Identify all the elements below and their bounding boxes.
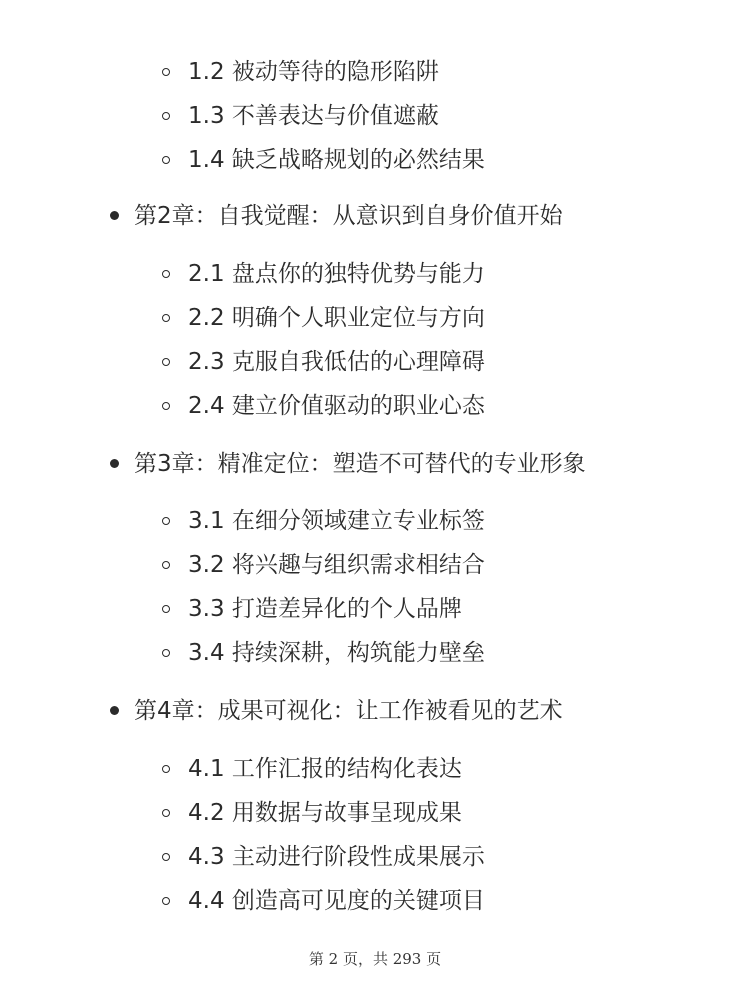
toc-chapter: 第4章：成果可视化：让工作被看见的艺术 bbox=[134, 698, 563, 724]
filled-bullet-icon bbox=[110, 211, 119, 220]
filled-bullet-icon bbox=[110, 706, 119, 715]
page-number-footer: 第 2 页，共 293 页 bbox=[308, 950, 442, 968]
toc-subsection: 4.3 主动进行阶段性成果展示 bbox=[188, 844, 485, 870]
toc-subsection: 1.2 被动等待的隐形陷阱 bbox=[188, 59, 439, 85]
toc-chapter: 第2章：自我觉醒：从意识到自身价值开始 bbox=[134, 203, 563, 229]
toc-subsection: 2.2 明确个人职业定位与方向 bbox=[188, 305, 485, 331]
toc-subsection: 1.4 缺乏战略规划的必然结果 bbox=[188, 147, 485, 173]
hollow-bullet-icon bbox=[162, 517, 170, 525]
toc-subsection: 4.2 用数据与故事呈现成果 bbox=[188, 800, 462, 826]
toc-chapter: 第3章：精准定位：塑造不可替代的专业形象 bbox=[134, 451, 586, 477]
hollow-bullet-icon bbox=[162, 358, 170, 366]
hollow-bullet-icon bbox=[162, 809, 170, 817]
toc-subsection: 2.4 建立价值驱动的职业心态 bbox=[188, 393, 485, 419]
hollow-bullet-icon bbox=[162, 897, 170, 905]
hollow-bullet-icon bbox=[162, 402, 170, 410]
hollow-bullet-icon bbox=[162, 156, 170, 164]
toc-subsection: 2.3 克服自我低估的心理障碍 bbox=[188, 349, 485, 375]
hollow-bullet-icon bbox=[162, 765, 170, 773]
hollow-bullet-icon bbox=[162, 605, 170, 613]
filled-bullet-icon bbox=[110, 459, 119, 468]
hollow-bullet-icon bbox=[162, 853, 170, 861]
toc-subsection: 3.2 将兴趣与组织需求相结合 bbox=[188, 552, 485, 578]
hollow-bullet-icon bbox=[162, 270, 170, 278]
toc-subsection: 4.4 创造高可见度的关键项目 bbox=[188, 888, 485, 914]
hollow-bullet-icon bbox=[162, 314, 170, 322]
toc-subsection: 3.4 持续深耕，构筑能力壁垒 bbox=[188, 640, 485, 666]
hollow-bullet-icon bbox=[162, 112, 170, 120]
hollow-bullet-icon bbox=[162, 561, 170, 569]
hollow-bullet-icon bbox=[162, 68, 170, 76]
toc-subsection: 2.1 盘点你的独特优势与能力 bbox=[188, 261, 485, 287]
toc-subsection: 3.3 打造差异化的个人品牌 bbox=[188, 596, 462, 622]
hollow-bullet-icon bbox=[162, 649, 170, 657]
toc-subsection: 1.3 不善表达与价值遮蔽 bbox=[188, 103, 439, 129]
toc-subsection: 3.1 在细分领域建立专业标签 bbox=[188, 508, 485, 534]
toc-subsection: 4.1 工作汇报的结构化表达 bbox=[188, 756, 462, 782]
